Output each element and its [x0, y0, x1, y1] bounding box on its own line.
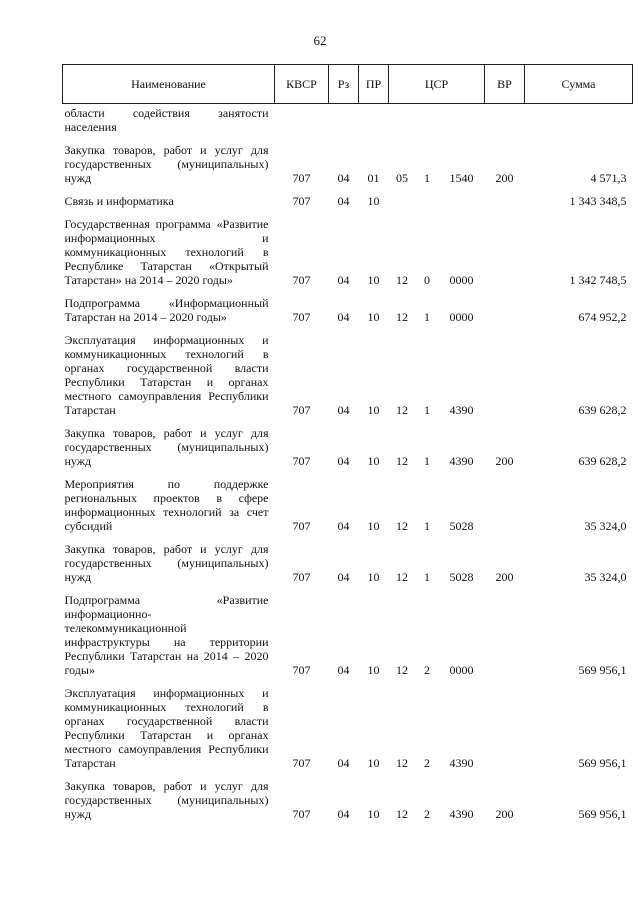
row-spacer-cell — [63, 533, 633, 540]
cell-csr2: 1 — [424, 570, 430, 584]
cell-csr2: 1 — [424, 519, 430, 533]
cell-vr — [485, 331, 525, 417]
header-pr: ПР — [359, 65, 389, 104]
cell-vr — [485, 475, 525, 533]
table-row — [63, 424, 633, 468]
cell-pr: 10 — [367, 756, 380, 770]
cell-csr2: 2 — [424, 756, 430, 770]
table-row — [63, 141, 633, 185]
cell-csr3 — [439, 192, 485, 208]
cell-csr2: 1 — [424, 310, 430, 324]
cell-csr3: 4390 — [449, 454, 474, 468]
header-name: Наименование — [63, 65, 275, 104]
cell-vr: 200 — [495, 454, 514, 468]
row-spacer — [63, 287, 633, 294]
table-row — [63, 540, 633, 584]
cell-csr3: 4390 — [449, 403, 474, 417]
cell-sum: 639 628,2 — [578, 403, 627, 417]
cell-pr: 10 — [367, 570, 380, 584]
cell-csr1: 12 — [396, 403, 408, 417]
cell-csr2: 1 — [424, 454, 430, 468]
cell-vr — [485, 192, 525, 208]
table-row — [63, 331, 633, 417]
cell-csr1: 12 — [396, 807, 408, 821]
cell-rz: 04 — [337, 519, 350, 533]
cell-vr — [485, 215, 525, 287]
row-spacer — [63, 134, 633, 141]
cell-pr: 10 — [367, 807, 380, 821]
cell-pr — [359, 104, 389, 135]
cell-name: Эксплуатация информационных и коммуникационных технологий в органах государственной власти Республики Татарстан и органах местного самоуправления Республики Татарстан — [64, 333, 269, 417]
cell-sum: 1 342 748,5 — [569, 273, 627, 287]
cell-csr1: 12 — [396, 756, 408, 770]
cell-vr — [485, 294, 525, 324]
cell-sum: 639 628,2 — [578, 454, 627, 468]
cell-csr1: 12 — [396, 570, 408, 584]
cell-name: Закупка товаров, работ и услуг для государственных (муниципальных) нужд — [64, 143, 269, 185]
cell-sum: 4 571,3 — [590, 171, 627, 185]
cell-pr: 10 — [367, 519, 380, 533]
cell-vr — [485, 591, 525, 677]
cell-sum: 569 956,1 — [578, 807, 627, 821]
cell-sum: 1 343 348,5 — [569, 194, 627, 208]
row-spacer-cell — [63, 208, 633, 215]
cell-kvsr: 707 — [292, 194, 311, 208]
cell-csr3: 1540 — [449, 171, 474, 185]
cell-kvsr: 707 — [292, 807, 311, 821]
cell-kvsr: 707 — [292, 454, 311, 468]
cell-kvsr: 707 — [292, 310, 311, 324]
row-spacer — [63, 324, 633, 331]
header-csr: ЦСР — [389, 65, 485, 104]
cell-sum: 35 324,0 — [584, 519, 627, 533]
cell-name: Закупка товаров, работ и услуг для государственных (муниципальных) нужд — [64, 779, 269, 821]
cell-name: области содействия занятости населения — [64, 106, 269, 134]
cell-sum: 569 956,1 — [578, 756, 627, 770]
header-vr: ВР — [485, 65, 525, 104]
cell-csr2: 0 — [424, 273, 430, 287]
cell-kvsr: 707 — [292, 756, 311, 770]
table-body — [63, 104, 633, 822]
cell-csr1: 05 — [396, 171, 408, 185]
row-spacer — [63, 770, 633, 777]
cell-vr: 200 — [495, 807, 514, 821]
row-spacer — [63, 533, 633, 540]
cell-kvsr: 707 — [292, 519, 311, 533]
cell-pr: 01 — [367, 171, 380, 185]
cell-csr1: 12 — [396, 454, 408, 468]
cell-pr: 10 — [367, 194, 380, 208]
cell-rz: 04 — [337, 756, 350, 770]
cell-csr3 — [439, 104, 485, 135]
row-spacer — [63, 208, 633, 215]
cell-csr3: 5028 — [449, 570, 474, 584]
row-spacer — [63, 584, 633, 591]
cell-rz: 04 — [337, 273, 350, 287]
cell-name: Подпрограмма «Информационный Татарстан на 2014 – 2020 годы» — [64, 296, 269, 324]
row-spacer-cell — [63, 287, 633, 294]
cell-pr: 10 — [367, 454, 380, 468]
row-spacer — [63, 417, 633, 424]
cell-csr2: 2 — [424, 663, 430, 677]
cell-kvsr — [275, 104, 329, 135]
cell-vr — [485, 104, 525, 135]
row-spacer-cell — [63, 185, 633, 192]
cell-csr3: 0000 — [449, 273, 474, 287]
cell-rz: 04 — [337, 194, 350, 208]
cell-rz: 04 — [337, 807, 350, 821]
table-row — [63, 104, 633, 135]
cell-csr3: 4390 — [449, 756, 474, 770]
table-row — [63, 215, 633, 287]
row-spacer-cell — [63, 468, 633, 475]
table-row — [63, 475, 633, 533]
cell-pr: 10 — [367, 273, 380, 287]
cell-name: Подпрограмма «Развитие информационно-телекоммуникационной инфраструктуры на территории Республики Татарстан на 2014 – 2020 годы» — [64, 593, 269, 677]
cell-pr: 10 — [367, 663, 380, 677]
cell-sum: 674 952,2 — [578, 310, 627, 324]
cell-csr1: 12 — [396, 519, 408, 533]
budget-table — [62, 64, 633, 821]
row-spacer — [63, 185, 633, 192]
row-spacer-cell — [63, 324, 633, 331]
cell-csr3: 4390 — [449, 807, 474, 821]
cell-name: Эксплуатация информационных и коммуникационных технологий в органах государственной власти Республики Татарстан и органах местного самоуправления Республики Татарстан — [64, 686, 269, 770]
cell-vr: 200 — [495, 171, 514, 185]
cell-name: Государственная программа «Развитие информационных и коммуникационных технологий в Республике Татарстан «Открытый Татарстан» на 2014 – 2020 годы» — [64, 217, 269, 287]
row-spacer — [63, 468, 633, 475]
row-spacer-cell — [63, 677, 633, 684]
row-spacer-cell — [63, 417, 633, 424]
cell-name: Мероприятия по поддержке региональных проектов в сфере информационных технологий за счет субсидий — [64, 477, 269, 533]
table-row — [63, 777, 633, 821]
table-row — [63, 294, 633, 324]
row-spacer-cell — [63, 770, 633, 777]
row-spacer-cell — [63, 134, 633, 141]
row-spacer-cell — [63, 584, 633, 591]
cell-rz: 04 — [337, 310, 350, 324]
header-kvsr: КВСР — [275, 65, 329, 104]
cell-name: Связь и информатика — [64, 194, 174, 208]
cell-rz: 04 — [337, 171, 350, 185]
cell-sum: 35 324,0 — [584, 570, 627, 584]
cell-name: Закупка товаров, работ и услуг для государственных (муниципальных) нужд — [64, 542, 269, 584]
table-header — [63, 65, 633, 104]
cell-sum — [525, 104, 633, 135]
cell-vr — [485, 684, 525, 770]
table-row — [63, 591, 633, 677]
cell-csr2: 2 — [424, 807, 430, 821]
cell-kvsr: 707 — [292, 570, 311, 584]
cell-pr: 10 — [367, 403, 380, 417]
cell-sum: 569 956,1 — [578, 663, 627, 677]
cell-csr3: 0000 — [449, 310, 474, 324]
cell-rz: 04 — [337, 403, 350, 417]
cell-kvsr: 707 — [292, 171, 311, 185]
table-row — [63, 192, 633, 208]
cell-csr2 — [416, 104, 439, 135]
cell-csr1 — [389, 192, 416, 208]
page-number: 62 — [313, 33, 327, 48]
cell-rz: 04 — [337, 454, 350, 468]
cell-csr2: 1 — [424, 171, 430, 185]
table-row — [63, 684, 633, 770]
cell-csr1: 12 — [396, 310, 408, 324]
cell-kvsr: 707 — [292, 403, 311, 417]
cell-rz: 04 — [337, 570, 350, 584]
cell-pr: 10 — [367, 310, 380, 324]
header-sum: Сумма — [525, 65, 633, 104]
cell-csr1: 12 — [396, 273, 408, 287]
cell-csr3: 0000 — [449, 663, 474, 677]
cell-rz — [329, 104, 359, 135]
cell-csr2 — [416, 192, 439, 208]
header-rz: Рз — [329, 65, 359, 104]
cell-kvsr: 707 — [292, 663, 311, 677]
row-spacer — [63, 677, 633, 684]
cell-kvsr: 707 — [292, 273, 311, 287]
cell-rz: 04 — [337, 663, 350, 677]
cell-csr1: 12 — [396, 663, 408, 677]
cell-name: Закупка товаров, работ и услуг для государственных (муниципальных) нужд — [64, 426, 269, 468]
cell-csr3: 5028 — [449, 519, 474, 533]
cell-csr2: 1 — [424, 403, 430, 417]
cell-csr1 — [389, 104, 416, 135]
cell-vr: 200 — [495, 570, 514, 584]
